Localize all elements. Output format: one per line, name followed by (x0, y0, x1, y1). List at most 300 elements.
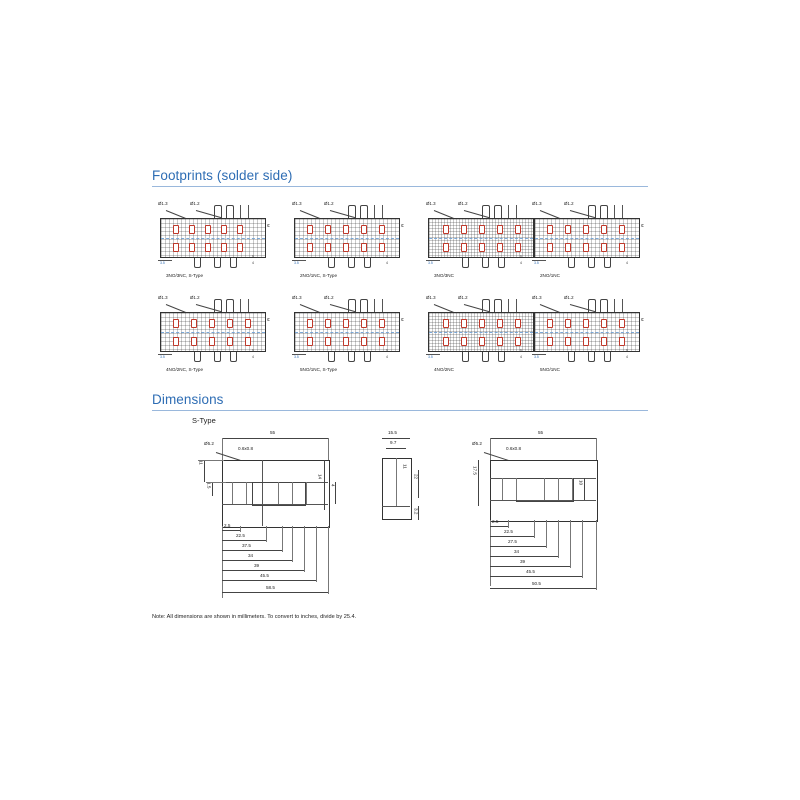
ext-line (328, 526, 329, 594)
dia-label-b: Ø1.2 (458, 201, 468, 206)
section-rule-dimensions (152, 410, 648, 411)
center-line (161, 238, 265, 239)
dia-label-b: Ø1.2 (324, 295, 334, 300)
lead-outline (588, 258, 595, 268)
footprint-cell-3no3nc (420, 198, 542, 278)
dim-line-top (490, 438, 596, 439)
footprint-caption: 3NO/3NC, S-Type (166, 273, 204, 278)
dim-label-45p5: 45.5 (260, 573, 269, 578)
pin-line (278, 482, 279, 504)
lead-outline (588, 299, 596, 313)
footprint-caption: 2NO/1NC, S-Type (300, 273, 338, 278)
lead-line (508, 299, 509, 312)
dim-line-left2 (212, 482, 213, 496)
pin-line (558, 478, 559, 500)
dim-text: 5 (252, 255, 254, 259)
dim-line-34 (222, 560, 292, 561)
footprint-pad-array (294, 312, 400, 352)
center-line (535, 238, 639, 239)
ext-line (582, 520, 583, 578)
pad (619, 337, 625, 346)
lead-outline (498, 258, 505, 268)
pad (361, 243, 367, 252)
dia-label-a: Ø1.3 (426, 295, 436, 300)
dim-label-pad: 0.6x0.8 (506, 446, 522, 451)
dim-line-39 (222, 570, 304, 571)
dim-label-side-height: 22 (413, 474, 419, 480)
pad (379, 337, 385, 346)
lead-outline (194, 352, 201, 362)
dim-label-50p5: 50.5 (532, 581, 541, 586)
lead-outline (214, 205, 222, 219)
side-label: M (400, 224, 404, 227)
pad (515, 337, 521, 346)
footprint-cell-3no3nc-stype (152, 198, 274, 278)
lead-outline (364, 258, 371, 268)
dim-text: 5 (626, 255, 628, 259)
lead-outline (462, 258, 469, 268)
pad (443, 319, 449, 328)
dim-line-27p5 (490, 546, 546, 547)
pad (205, 243, 211, 252)
dia-label-b: Ø1.2 (190, 295, 200, 300)
pad (601, 319, 607, 328)
dim-label-dia: Ø5.2 (204, 441, 214, 446)
dim-label-left-1p5: 1.5 (206, 482, 212, 489)
pad (173, 225, 179, 234)
lead-outline (226, 299, 234, 313)
pad (515, 225, 521, 234)
drawing-rear-view (458, 430, 608, 600)
pad (565, 337, 571, 346)
dim-text: 4 (386, 355, 388, 359)
lead-outline (230, 352, 237, 362)
pad (173, 243, 179, 252)
pad (379, 225, 385, 234)
dim-text: 5 (520, 349, 522, 353)
pad (461, 337, 467, 346)
pad (479, 337, 485, 346)
footprint-cell-4no2nc (420, 292, 542, 372)
footprint-cell-4no2nc-stype (152, 292, 274, 372)
footprint-caption: 5NO/1NC, S-Type (300, 367, 338, 372)
side-label: M (266, 318, 270, 321)
dim-label-dia: Ø5.2 (472, 441, 482, 446)
dim-line-34 (490, 556, 558, 557)
pad (565, 225, 571, 234)
footprint-caption: 3NO/3NC (434, 273, 454, 278)
lead-outline (348, 205, 356, 219)
lead-outline (494, 299, 502, 313)
pad (237, 225, 243, 234)
dia-label-a: Ø1.3 (292, 295, 302, 300)
pin-line (544, 478, 545, 500)
pad (191, 337, 197, 346)
dim-label-top-width: 55 (538, 430, 544, 435)
pad (497, 225, 503, 234)
dim-label-2p5: 2.5 (224, 523, 231, 528)
ext-line (240, 526, 241, 532)
pin-line (292, 482, 293, 504)
pad (619, 243, 625, 252)
dim-line-45p5 (222, 580, 316, 581)
pad (461, 319, 467, 328)
pad (189, 225, 195, 234)
dim-text: 3.5 (160, 261, 165, 265)
lead-outline (568, 258, 575, 268)
dim-line-39 (490, 566, 570, 567)
dia-label-a: Ø1.3 (426, 201, 436, 206)
dim-text: 3.5 (534, 355, 539, 359)
dia-label-a: Ø1.3 (158, 295, 168, 300)
ext-line (266, 526, 267, 542)
lead-outline (226, 205, 234, 219)
footprint-pad-array (534, 312, 640, 352)
lead-line (374, 205, 375, 218)
inner-line (396, 458, 397, 506)
lead-outline (214, 352, 221, 362)
pad (245, 337, 251, 346)
pad (601, 225, 607, 234)
pad (497, 337, 503, 346)
lead-outline (194, 258, 201, 268)
ext-line (596, 438, 597, 460)
pin-line (516, 478, 517, 500)
dim-label-right-10: 10 (578, 480, 584, 486)
dim-text: 3.5 (294, 355, 299, 359)
pin-line (246, 482, 247, 504)
pad (601, 337, 607, 346)
dim-line-side-top (382, 438, 410, 439)
dim-label-side-11: 11 (402, 464, 408, 469)
side-label: M (640, 224, 644, 227)
lead-outline (482, 205, 490, 219)
inner-window (516, 478, 574, 502)
lead-line (614, 205, 615, 218)
dim-label-37p5: 37.5 (242, 543, 251, 548)
lead-outline (364, 352, 371, 362)
lead-line (240, 299, 241, 312)
pad (325, 319, 331, 328)
drawing-front-view (190, 430, 340, 600)
dim-label-right-4: 4 (330, 484, 336, 487)
dim-label-left-17p5: 17.5 (472, 466, 478, 475)
ext-line (570, 520, 571, 568)
pin-line (306, 482, 307, 504)
lead-outline (588, 352, 595, 362)
dim-label-side-inner: 9.7 (390, 440, 397, 445)
pad (343, 225, 349, 234)
dim-line-22p5 (490, 536, 534, 537)
dim-text: 5 (386, 255, 388, 259)
pad (583, 225, 589, 234)
pad (547, 243, 553, 252)
dim-label-27p5: 27.5 (508, 539, 517, 544)
pad (443, 337, 449, 346)
lead-outline (604, 352, 611, 362)
pad (325, 337, 331, 346)
pad (361, 337, 367, 346)
lead-outline (230, 258, 237, 268)
section-heading-dimensions: Dimensions (152, 392, 224, 407)
dim-text: 5 (626, 349, 628, 353)
lead-outline (328, 352, 335, 362)
dim-text: 4 (386, 261, 388, 265)
pad (497, 243, 503, 252)
dim-line-right (584, 478, 585, 500)
dim-line-22p5 (222, 540, 266, 541)
dia-label-a: Ø1.3 (158, 201, 168, 206)
pad (547, 225, 553, 234)
pad (565, 243, 571, 252)
pad (227, 319, 233, 328)
dim-text: 3.5 (428, 355, 433, 359)
dim-text: 4 (252, 261, 254, 265)
dim-line-2p5 (222, 530, 240, 531)
lead-outline (600, 205, 608, 219)
ext-line (508, 520, 509, 528)
pad (237, 243, 243, 252)
dia-label-b: Ø1.2 (458, 295, 468, 300)
center-line (429, 332, 533, 333)
pad (443, 243, 449, 252)
dim-line-left (478, 460, 479, 506)
dim-label-39: 39 (520, 559, 526, 564)
pin-line (232, 482, 233, 504)
footprint-pad-array (160, 218, 266, 258)
lead-outline (600, 299, 608, 313)
dim-text: 4 (252, 355, 254, 359)
pad (547, 337, 553, 346)
footprint-cell-5no1nc-stype (286, 292, 408, 372)
lead-outline (482, 299, 490, 313)
dia-label-b: Ø1.2 (564, 201, 574, 206)
lead-line (382, 205, 383, 218)
lead-outline (360, 299, 368, 313)
pad (307, 225, 313, 234)
dim-label-45p5: 45.5 (526, 569, 535, 574)
lead-outline (588, 205, 596, 219)
ext-line (222, 438, 223, 460)
lead-line (614, 299, 615, 312)
variant-label-stype: S-Type (192, 416, 216, 425)
lead-line (248, 299, 249, 312)
pad (379, 319, 385, 328)
footprint-caption: 2NO/1NC (540, 273, 560, 278)
dim-label-side-bottom: 3.2 (413, 508, 419, 515)
center-line (295, 332, 399, 333)
dim-label-left-11: 11 (198, 460, 204, 465)
ext-line (596, 520, 597, 590)
center-line (429, 238, 533, 239)
dia-label-a: Ø1.3 (532, 295, 542, 300)
drawing-side-view (372, 430, 442, 540)
pad (565, 319, 571, 328)
lead-outline (498, 352, 505, 362)
pad (343, 337, 349, 346)
lead-outline (494, 205, 502, 219)
ext-line (292, 526, 293, 562)
pad (583, 319, 589, 328)
footprint-pad-array (428, 218, 534, 258)
lead-outline (360, 205, 368, 219)
dim-line-2p5 (490, 526, 508, 527)
dim-text: 4 (626, 261, 628, 265)
dia-label-b: Ø1.2 (190, 201, 200, 206)
pad (443, 225, 449, 234)
dim-line-top (222, 438, 328, 439)
footprint-cell-2no1nc (526, 198, 648, 278)
lead-line (240, 205, 241, 218)
dim-label-22p5: 22.5 (504, 529, 513, 534)
dim-text: 4 (626, 355, 628, 359)
pad (189, 243, 195, 252)
pad (361, 225, 367, 234)
ext-line (546, 520, 547, 548)
pad (479, 243, 485, 252)
pad (325, 225, 331, 234)
ext-line (206, 482, 226, 483)
side-label: M (266, 224, 270, 227)
lead-outline (482, 258, 489, 268)
pad (191, 319, 197, 328)
side-label: M (640, 318, 644, 321)
lead-line (516, 205, 517, 218)
lead-outline (328, 258, 335, 268)
pad (479, 225, 485, 234)
lead-outline (214, 299, 222, 313)
inner-line (382, 506, 410, 507)
lead-outline (348, 299, 356, 313)
ext-line (222, 526, 223, 598)
ext-line (282, 526, 283, 552)
dim-label-22p5: 22.5 (236, 533, 245, 538)
footprint-caption: 5NO/1NC (540, 367, 560, 372)
ext-line (328, 438, 329, 460)
pad (583, 243, 589, 252)
dim-label-58p5: 58.5 (266, 585, 275, 590)
pin-line (572, 478, 573, 500)
lead-outline (462, 352, 469, 362)
lead-line (622, 299, 623, 312)
dim-text: 4 (520, 261, 522, 265)
lead-outline (214, 258, 221, 268)
pad (361, 319, 367, 328)
inner-window (252, 482, 306, 506)
dim-text: 3.5 (534, 261, 539, 265)
dim-text: 3.5 (294, 261, 299, 265)
pad (379, 243, 385, 252)
footprint-cell-2no1nc-stype (286, 198, 408, 278)
pad (461, 225, 467, 234)
dim-text: 3.5 (428, 261, 433, 265)
dim-text: 5 (520, 255, 522, 259)
dia-label-a: Ø1.3 (292, 201, 302, 206)
pad (601, 243, 607, 252)
dim-text: 3.5 (160, 355, 165, 359)
dim-label-pad: 0.6x0.8 (238, 446, 254, 451)
lead-line (508, 205, 509, 218)
pad (515, 319, 521, 328)
ext-line (316, 526, 317, 582)
dim-text: 4 (520, 355, 522, 359)
pad (209, 337, 215, 346)
pad (547, 319, 553, 328)
footprint-cell-5no1nc (526, 292, 648, 372)
dim-label-side-width: 15.5 (388, 430, 397, 435)
section-rule-footprints (152, 186, 648, 187)
lead-line (516, 299, 517, 312)
dim-line-50p5 (490, 588, 596, 589)
lead-outline (568, 352, 575, 362)
dim-text: 5 (252, 349, 254, 353)
pad (221, 225, 227, 234)
pad (173, 319, 179, 328)
pad (619, 319, 625, 328)
ext-line (490, 438, 491, 460)
center-line (295, 238, 399, 239)
lead-outline (348, 258, 355, 268)
dim-label-2p5: 2.5 (492, 519, 499, 524)
center-line (161, 332, 265, 333)
pad (307, 319, 313, 328)
footprint-pad-array (428, 312, 534, 352)
footprint-pad-array (534, 218, 640, 258)
lead-line (248, 205, 249, 218)
dia-label-a: Ø1.3 (532, 201, 542, 206)
lead-line (622, 205, 623, 218)
lead-outline (604, 258, 611, 268)
dim-label-right-14: 14 (317, 474, 323, 480)
pad (307, 243, 313, 252)
pad (209, 319, 215, 328)
dim-line-right2 (324, 460, 325, 510)
lead-outline (348, 352, 355, 362)
lead-line (382, 299, 383, 312)
ext-line (534, 520, 535, 538)
pad (461, 243, 467, 252)
pad (497, 319, 503, 328)
pad (307, 337, 313, 346)
ext-line (304, 526, 305, 572)
ext-line (198, 460, 224, 461)
lead-outline (482, 352, 489, 362)
dim-label-34: 34 (514, 549, 520, 554)
lead-line (374, 299, 375, 312)
dim-line-left (204, 460, 205, 482)
dia-label-b: Ø1.2 (324, 201, 334, 206)
pad (173, 337, 179, 346)
pad (221, 243, 227, 252)
pad (343, 319, 349, 328)
footprint-caption: 4NO/2NC, S-Type (166, 367, 204, 372)
dim-label-34: 34 (248, 553, 254, 558)
pad (325, 243, 331, 252)
footprint-pad-array (294, 218, 400, 258)
section-heading-footprints: Footprints (solder side) (152, 168, 293, 183)
side-label: M (400, 318, 404, 321)
footprint-caption: 4NO/2NC (434, 367, 454, 372)
dim-text: 5 (386, 349, 388, 353)
pad (227, 337, 233, 346)
pad (583, 337, 589, 346)
pad (619, 225, 625, 234)
dim-label-top-width: 55 (270, 430, 276, 435)
footprint-pad-array (160, 312, 266, 352)
dim-label-39: 39 (254, 563, 260, 568)
dia-label-b: Ø1.2 (564, 295, 574, 300)
footer-note: Note: All dimensions are shown in millimeters. To convert to inches, divide by 25.4. (152, 614, 357, 620)
